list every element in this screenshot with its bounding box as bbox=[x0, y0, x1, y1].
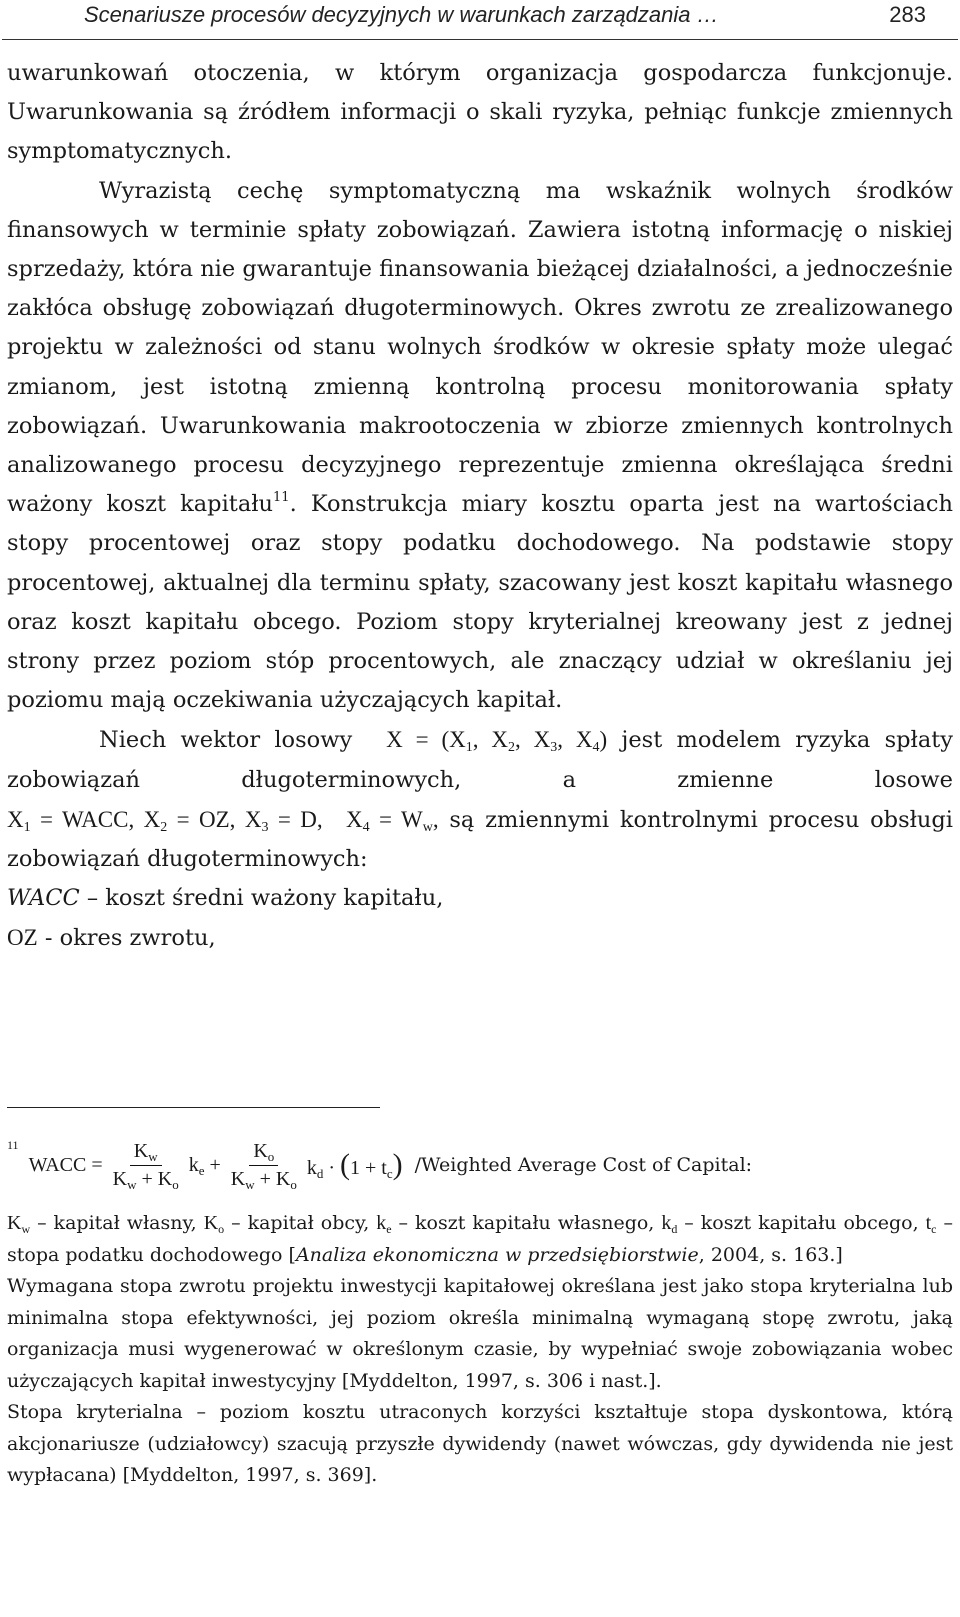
footnote-paragraph-3: Stopa kryterialna – poziom kosztu utraconych korzyści kształtuje stopa dyskontowa, którą akcjonariusze (udziałowcy) szacują przyszłe dywidendy (nawet wówczas, gdy dywidenda nie jest wypłacana) [Myddelton, 1997, s. 369]. bbox=[7, 1401, 953, 1486]
wacc-formula: 11 WACC = $\frac{K_w}{K_w + K_o}$ $k_e$ + $\frac{K_o}{K_w + K_o}$ $k_d \cdot (1 + t_c)$ /Weighted Average Cost of Capital: bbox=[7, 1138, 753, 1192]
footnote-number: 11 bbox=[7, 1138, 19, 1152]
wacc-symbol: WACC bbox=[7, 885, 80, 912]
paragraph-2-text-a: Wyrazistą cechę symptomatyczną ma wskaźnik wolnych środków finansowych w terminie spłaty zobowiązań. Zawiera istotną informację o niskiej sprzedaży, która nie gwarantuje finansowania bieżącej działalności, a jednocześnie zakłóca obsługę zobowiązań długoterminowych. Okres zwrotu ze zrealizowanego projektu w zależności od stanu wolnych środków w okresie spłaty może ulegać zmianom, jest istotną zmienną kontrolną procesu monitorowania spłaty zobowiązań. Uwarunkowania makrootoczenia w zbiorze zmiennych kontrolnych analizowanego procesu decyzyjnego reprezentuje zmienna określająca średni ważony koszt kapitału bbox=[7, 177, 953, 518]
definition-oz bbox=[7, 918, 953, 958]
paragraph-3 bbox=[7, 720, 953, 879]
main-text bbox=[7, 54, 953, 959]
footnote-definitions: $K_w$ – kapitał własny, $K_o$ – kapitał obcy, $k_e$ – koszt kapitału własnego, $k_d$ – koszt kapitału obcego, $t_c$ – stopa podatku dochodowego [Analiza ekonomiczna w przedsiębiorstwie, 2004, s. 163.] bbox=[7, 1212, 953, 1266]
definition-wacc bbox=[7, 879, 953, 918]
oz-symbol: OZ bbox=[7, 925, 38, 951]
page-number: 283 bbox=[889, 2, 926, 27]
footnote-paragraph-2: Wymagana stopa zwrotu projektu inwestycji kapitałowej określana jest jako stopa kryterialna lub minimalna stopa efektywności, jej poziom określa minimalną wymaganą stopę zwrotu, jaką organizacja musi wygenerować w określonym czasie, by wypełniać swoje zobowiązania wobec użyczających kapitał inwestycyjny [Myddelton, 1997, s. 306 i nast.]. bbox=[7, 1275, 953, 1392]
footnote-ref: 11 bbox=[273, 490, 290, 506]
paragraph-2 bbox=[7, 172, 953, 721]
fraction-debt-weight: $\frac{K_o}{K_w + K_o}$ bbox=[230, 1139, 297, 1192]
paragraph-2-text-b: . Konstrukcja miary kosztu oparta jest na wartościach stopy procentowej oraz stopy podatku dochodowego. Na podstawie stopy procentowej, aktualnej dla terminu spłaty, szacowany jest koszt kapitału własnego oraz koszt kapitału obcego. Poziom stopy kryterialnej kreowany jest z jednej strony przez poziom stóp procentowych, ale znaczący udział w określaniu jej poziomu mają oczekiwania użyczających kapitał. bbox=[7, 491, 953, 714]
paragraph-1: uwarunkowań otoczenia, w którym organizacja gospodarcza funkcjonuje. Uwarunkowania są źródłem informacji o skali ryzyka, pełniąc funkcje zmiennych symptomatycznych. bbox=[7, 60, 953, 165]
page-header bbox=[2, 0, 958, 40]
footnote-separator bbox=[7, 1107, 380, 1108]
formula-label: /Weighted Average Cost of Capital: bbox=[414, 1154, 753, 1176]
paragraph-3-text-b: jest modelem ryzyka spłaty zobowiązań długoterminowych, a zmienne losowe bbox=[7, 727, 953, 793]
paragraph-3-text-c: są zmiennymi kontrolnymi procesu obsługi zobowiązań długoterminowych: bbox=[7, 806, 953, 873]
wacc-definition: – koszt średni ważony kapitału, bbox=[79, 885, 444, 912]
control-variables-formula: $X_1$ = WACC, $X_2$ = OZ, $X_3 = D$, $X_4 = W_w$, bbox=[7, 806, 439, 835]
fraction-equity-weight: $\frac{K_w}{K_w + K_o}$ bbox=[112, 1139, 179, 1192]
paragraph-3-text-a: Niech wektor losowy bbox=[99, 727, 353, 754]
citation-title: Analiza ekonomiczna w przedsiębiorstwie bbox=[295, 1243, 699, 1266]
running-title: Scenariusze procesów decyzyjnych w warunkach zarządzania … bbox=[84, 2, 719, 27]
footnotes bbox=[7, 1122, 953, 1492]
oz-definition: - okres zwrotu, bbox=[37, 925, 216, 952]
random-vector-formula: $X = (X_1$, $X_2$, $X_3$, $X_4$) bbox=[386, 727, 608, 756]
